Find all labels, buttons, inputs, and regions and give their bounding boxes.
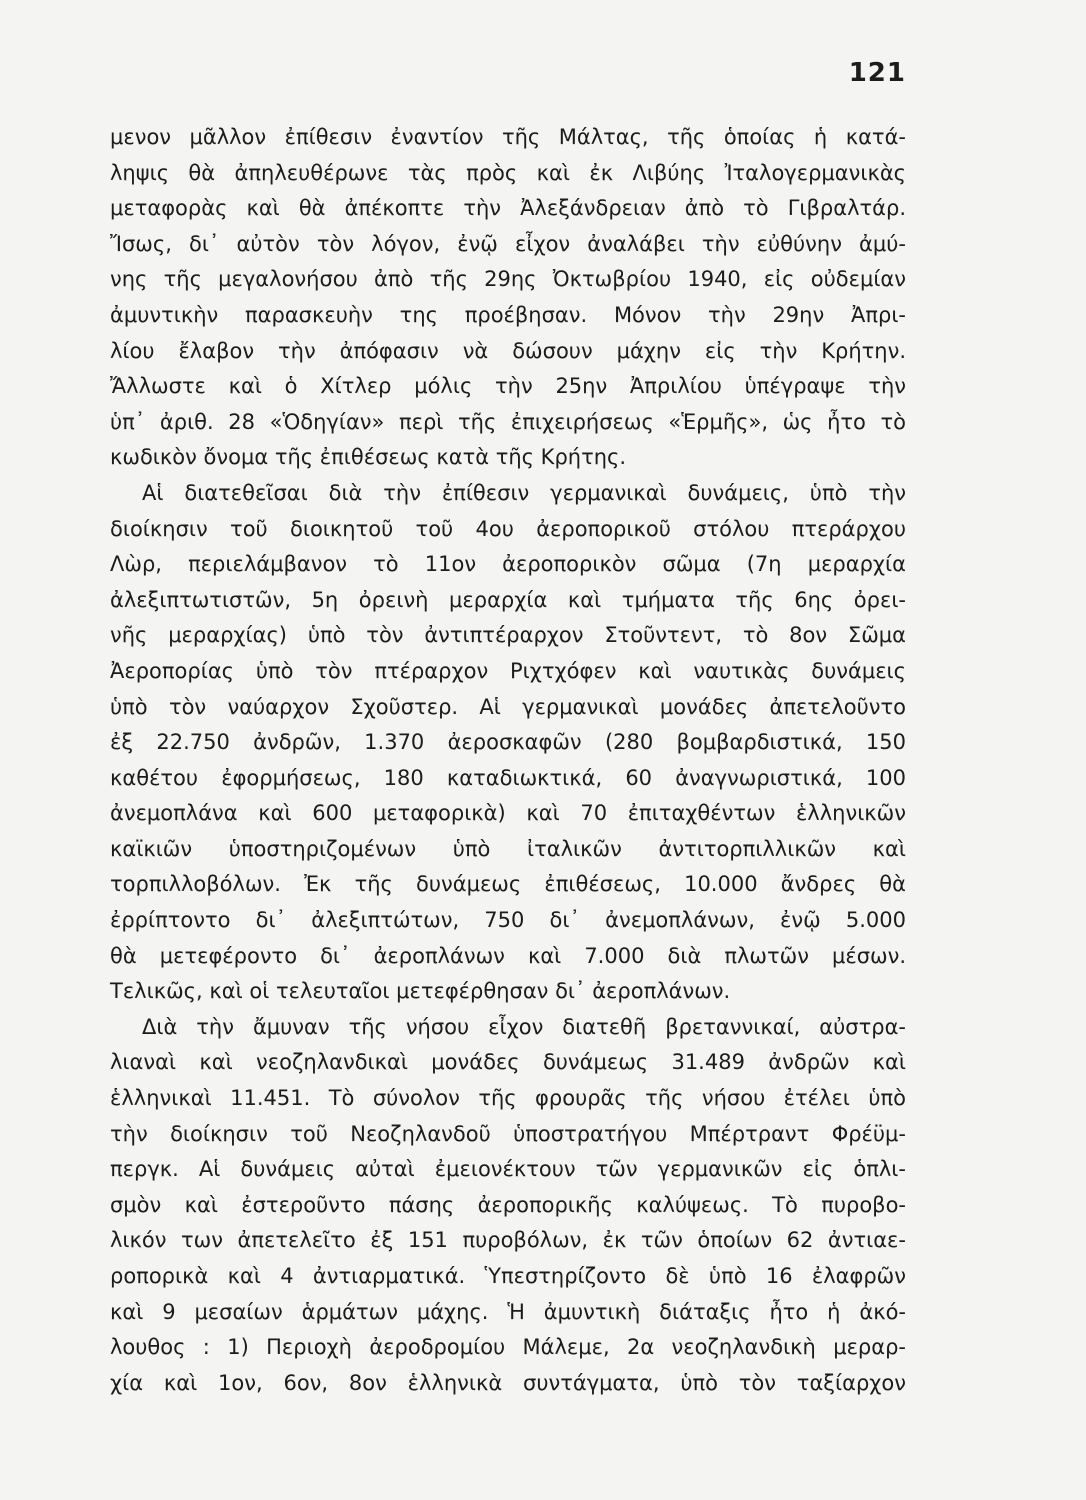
text-line: θὰ μετεφέροντο δι᾽ ἀεροπλάνων καὶ 7.000 διὰ πλωτῶν μέσων. <box>110 943 906 968</box>
text-line: μενον μᾶλλον ἐπίθεσιν ἐναντίον τῆς Μάλτας, τῆς ὁποίας ἡ κατά- <box>110 125 906 149</box>
text-line: Τελικῶς, καὶ οἱ τελευταῖοι μετεφέρθησαν δι᾽ ἀεροπλάνων. <box>110 979 731 1004</box>
text-line: ἐρρίπτοντο δι᾽ ἀλεξιπτώτων, 750 δι᾽ ἀνεμοπλάνων, ἐνῷ 5.000 <box>110 908 906 933</box>
text-line: λιαναὶ καὶ νεοζηλανδικαὶ μονάδες δυνάμεως 31.489 ἀνδρῶν καὶ <box>110 1050 906 1075</box>
text-line: ὑπ᾽ ἀριθ. 28 «Ὁδηγίαν» περὶ τῆς ἐπιχειρήσεως «Ἑρμῆς», ὡς ἦτο τὸ <box>110 409 906 434</box>
text-line: καϊκιῶν ὑποστηριζομένων ὑπὸ ἰταλικῶν ἀντιτορπιλλικῶν καὶ <box>110 836 906 861</box>
text-line: χία καὶ 1ον, 6ον, 8ον ἑλληνικὰ συντάγματα, ὑπὸ τὸν ταξίαρχον <box>110 1370 906 1395</box>
text-line: διοίκησιν τοῦ διοικητοῦ τοῦ 4ου ἀεροπορικοῦ στόλου πτεράρχου <box>110 516 906 541</box>
text-line: περγκ. Αἱ δυνάμεις αὐταὶ ἐμειονέκτουν τῶν γερμανικῶν εἰς ὁπλι- <box>110 1157 906 1182</box>
text-line: ληψις θὰ ἀπηλευθέρωνε τὰς πρὸς καὶ ἐκ Λιβύης Ἰταλογερμανικὰς <box>110 160 906 185</box>
text-line: νης τῆς μεγαλονήσου ἀπὸ τῆς 29ης Ὀκτωβρίου 1940, εἰς οὐδεμίαν <box>110 267 906 292</box>
text-line: μεταφορὰς καὶ θὰ ἀπέκοπτε τὴν Ἀλεξάνδρειαν ἀπὸ τὸ Γιβραλτάρ. <box>110 196 906 221</box>
text-line: ἐξ 22.750 ἀνδρῶν, 1.370 ἀεροσκαφῶν (280 βομβαρδιστικά, 150 <box>110 730 906 755</box>
text-line: Διὰ τὴν ἄμυναν τῆς νήσου εἶχον διατεθῆ βρεταννικαί, αὐστρα- <box>142 1014 906 1039</box>
text-line: τὴν διοίκησιν τοῦ Νεοζηλανδοῦ ὑποστρατήγου Μπέρτραντ Φρέϋμ- <box>110 1121 906 1146</box>
paragraph-3 <box>110 1010 906 1402</box>
text-line: σμὸν καὶ ἐστεροῦντο πάσης ἀεροπορικῆς καλύψεως. Τὸ πυροβο- <box>110 1192 906 1217</box>
text-line: νῆς μεραρχίας) ὑπὸ τὸν ἀντιπτέραρχον Στοῦντεντ, τὸ 8ον Σῶμα <box>110 623 906 648</box>
text-line: κωδικὸν ὄνομα τῆς ἐπιθέσεως κατὰ τῆς Κρήτης. <box>110 445 627 470</box>
text-line: Ἄλλωστε καὶ ὁ Χίτλερ μόλις τὴν 25ην Ἀπριλίου ὑπέγραψε τὴν <box>110 374 906 399</box>
text-line: Ἴσως, δι᾽ αὐτὸν τὸν λόγον, ἐνῷ εἶχον ἀναλάβει τὴν εὐθύνην ἀμύ- <box>110 231 906 256</box>
text-line: ἀνεμοπλάνα καὶ 600 μεταφορικὰ) καὶ 70 ἐπιταχθέντων ἑλληνικῶν <box>110 801 906 826</box>
page-number: 121 <box>848 58 906 88</box>
text-line: Λὼρ, περιελάμβανον τὸ 11ον ἀεροπορικὸν σῶμα (7η μεραρχία <box>110 552 906 577</box>
body-text <box>110 120 906 1401</box>
text-line: καὶ 9 μεσαίων ἁρμάτων μάχης. Ἡ ἀμυντικὴ διάταξις ἦτο ἡ ἀκό- <box>110 1299 906 1324</box>
text-line: Ἀεροπορίας ὑπὸ τὸν πτέραρχον Ριχτχόφεν καὶ ναυτικὰς δυνάμεις <box>110 658 906 683</box>
text-line: ὑπὸ τὸν ναύαρχον Σχοῦστερ. Αἱ γερμανικαὶ μονάδες ἀπετελοῦντο <box>110 694 906 719</box>
text-line: καθέτου ἐφορμήσεως, 180 καταδιωκτικά, 60 ἀναγνωριστικά, 100 <box>110 765 906 790</box>
paragraph-2 <box>110 476 906 1010</box>
text-line: ἀμυντικὴν παρασκευὴν της προέβησαν. Μόνον τὴν 29ην Ἀπρι- <box>110 302 906 327</box>
text-line: λικόν των ἀπετελεῖτο ἐξ 151 πυροβόλων, ἐκ τῶν ὁποίων 62 ἀντιαε- <box>110 1228 906 1253</box>
text-line: τορπιλλοβόλων. Ἐκ τῆς δυνάμεως ἐπιθέσεως, 10.000 ἄνδρες θὰ <box>110 872 906 897</box>
paragraph-1 <box>110 120 906 476</box>
text-line: ἀλεξιπτωτιστῶν, 5η ὀρεινὴ μεραρχία καὶ τμήματα τῆς 6ης ὀρει- <box>110 587 906 612</box>
text-line: λουθος : 1) Περιοχὴ ἀεροδρομίου Μάλεμε, 2α νεοζηλανδικὴ μεραρ- <box>110 1335 906 1360</box>
text-line: Αἱ διατεθεῖσαι διὰ τὴν ἐπίθεσιν γερμανικαὶ δυνάμεις, ὑπὸ τὴν <box>142 480 906 505</box>
text-line: λίου ἔλαβον τὴν ἀπόφασιν νὰ δώσουν μάχην εἰς τὴν Κρήτην. <box>110 338 906 363</box>
text-line: ροπορικὰ καὶ 4 ἀντιαρματικά. Ὑπεστηρίζοντο δὲ ὑπὸ 16 ἐλαφρῶν <box>110 1264 906 1288</box>
text-line: ἑλληνικαὶ 11.451. Τὸ σύνολον τῆς φρουρᾶς τῆς νήσου ἐτέλει ὑπὸ <box>110 1086 906 1111</box>
